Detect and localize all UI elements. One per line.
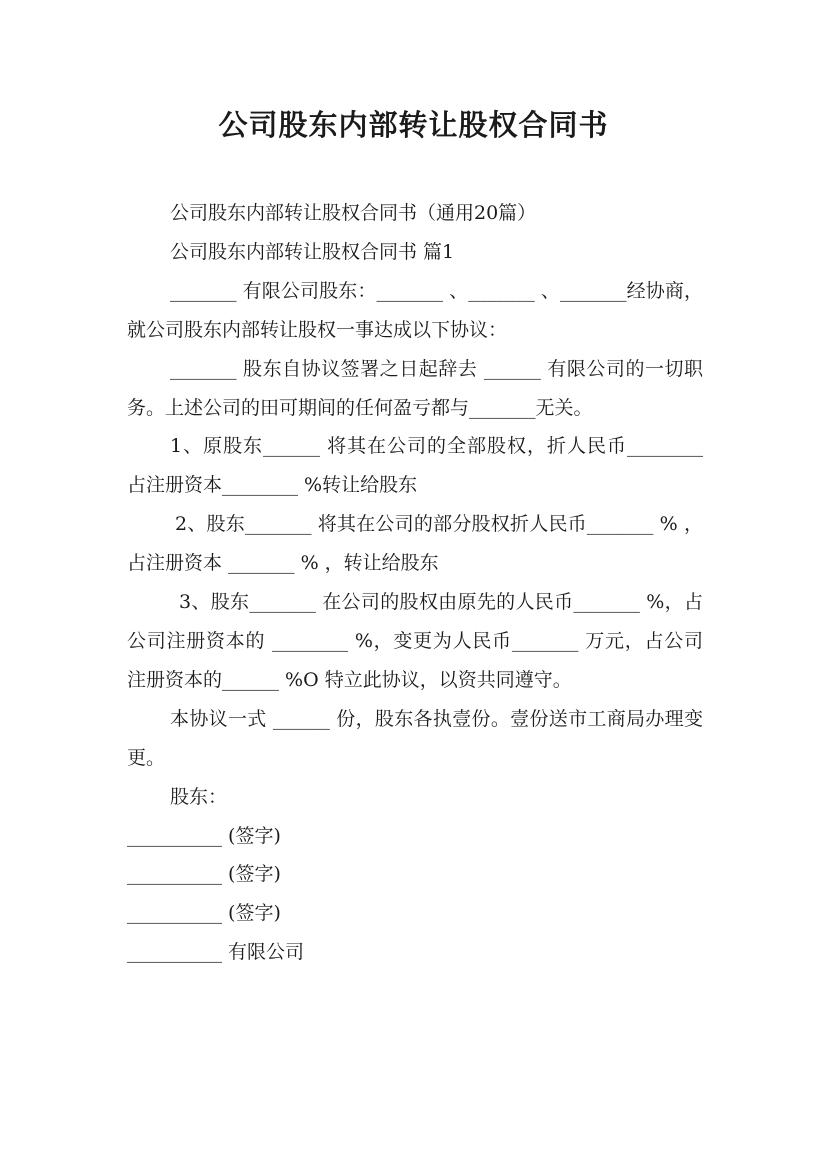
document-title: 公司股东内部转让股权合同书 [218,108,609,142]
signature-line-1: __________ (签字) [127,824,281,847]
shareholders-label: 股东： [170,785,228,808]
document-body [127,194,703,972]
signature-line-2: __________ (签字) [127,863,281,886]
document-subtitle: 公司股东内部转让股权合同书（通用20篇） [170,202,537,224]
section-heading: 公司股东内部转让股权合同书 篇1 [170,240,455,263]
paragraph-clause-2: 2、股东_______ 将其在公司的部分股权折人民币_______ % ，占注册资本 _______ % ，转让给股东 [127,513,703,575]
paragraph-copies: 本协议一式 ______ 份，股东各执壹份。壹份送市工商局办理变更。 [127,707,703,769]
paragraph-clause-1: 1、原股东______ 将其在公司的全部股权，折人民币________ 占注册资本________ %转让给股东 [127,435,703,497]
paragraph-parties: _______ 有限公司股东：_______ 、_______ 、_______经协商，就公司股东内部转让股权一事达成以下协议： [127,279,703,341]
paragraph-resignation: _______ 股东自协议签署之日起辞去 ______ 有限公司的一切职务。上述公司的田可期间的任何盈亏都与_______无关。 [127,357,703,419]
paragraph-clause-3: 3、股东_______ 在公司的股权由原先的人民币_______ %，占公司注册资本的 ________ %，变更为人民币_______ 万元，占公司注册资本的______ %O 特立此协议，以资共同遵守。 [127,591,703,691]
signature-line-company: __________ 有限公司 [127,941,305,964]
signature-line-3: __________ (签字) [127,902,281,925]
